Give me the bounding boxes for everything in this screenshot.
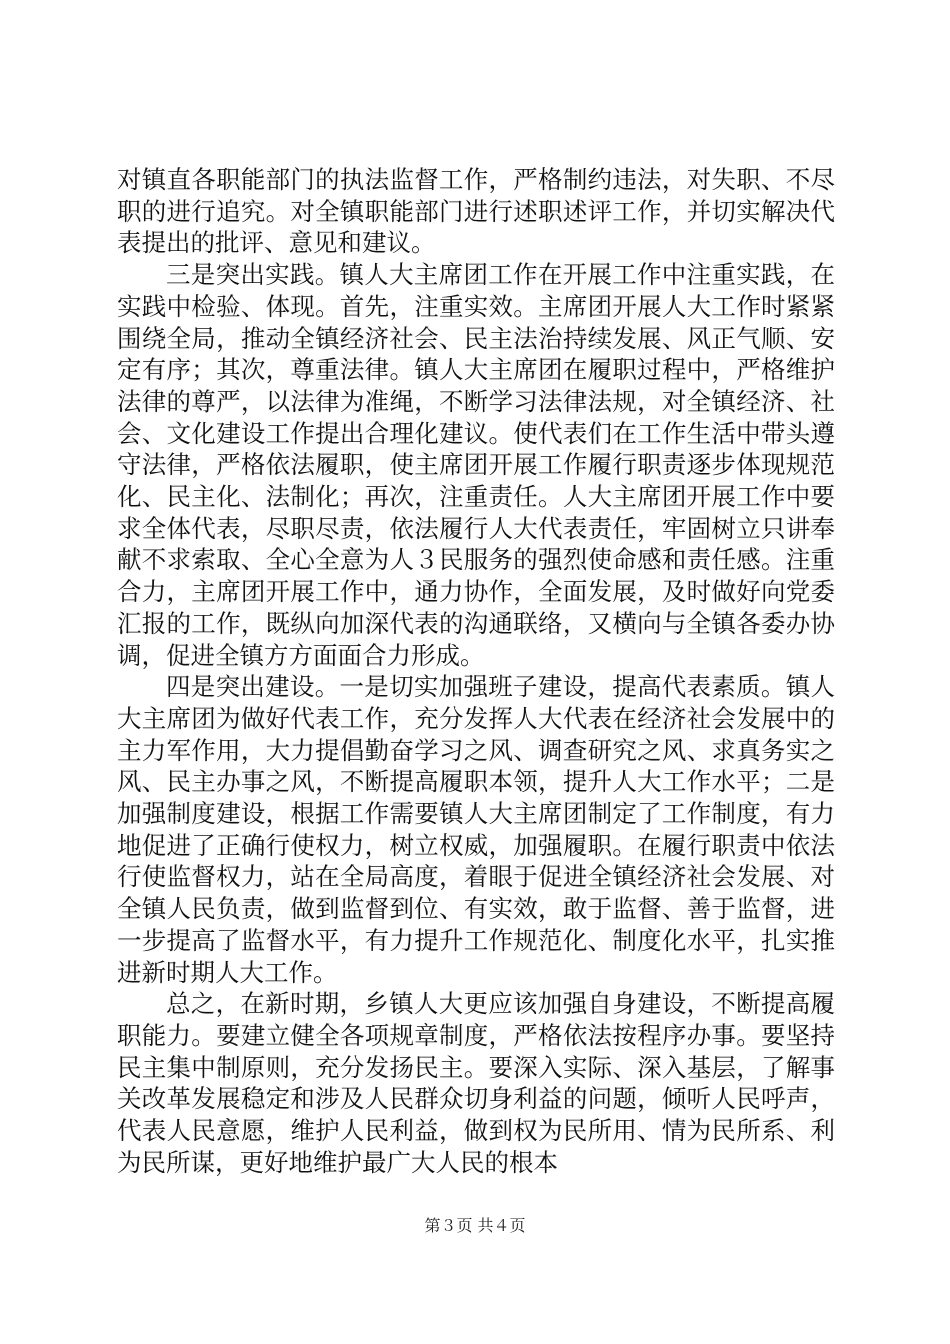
page-footer (0, 1216, 950, 1236)
paragraph-construction: 四是突出建设。一是切实加强班子建设，提高代表素质。镇人大主席团为做好代表工作，充分发挥人大代表在经济社会发展中的主力军作用，大力提倡勤奋学习之风、调查研究之风、求真务实之风、民主办事之风，不断提高履职本领，提升人大工作水平；二是加强制度建设，根据工作需要镇人大主席团制定了工作制度，有力地促进了正确行使权力，树立权威，加强履职。在履行职责中依法行使监督权力，站在全局高度，着眼于促进全镇经济社会发展、对全镇人民负责，做到监督到位、有实效，敢于监督、善于监督，进一步提高了监督水平，有力提升工作规范化、制度化水平，扎实推进新时期人大工作。 (117, 672, 835, 987)
page-number-label: 第３页 共４页 (424, 1216, 526, 1235)
paragraph-conclusion: 总之，在新时期，乡镇人大更应该加强自身建设，不断提高履职能力。要建立健全各项规章制度，严格依法按程序办事。要坚持民主集中制原则，充分发扬民主。要深入实际、深入基层，了解事关改革发展稳定和涉及人民群众切身利益的问题，倾听人民呼声，代表人民意愿，维护人民利益，做到权为民所用、情为民所系、利为民所谋，更好地维护最广大人民的根本 (117, 989, 835, 1177)
paragraph-practice: 三是突出实践。镇人大主席团工作在开展工作中注重实践，在实践中检验、体现。首先，注重实效。主席团开展人大工作时紧紧围绕全局，推动全镇经济社会、民主法治持续发展、风正气顺、安定有序；其次，尊重法律。镇人大主席团在履职过程中，严格维护法律的尊严，以法律为准绳，不断学习法律法规，对全镇经济、社会、文化建设工作提出合理化建议。使代表们在工作生活中带头遵守法律，严格依法履职，使主席团开展工作履行职责逐步体现规范化、民主化、法制化；再次，注重责任。人大主席团开展工作中要求全体代表，尽职尽责，依法履行人大代表责任，牢固树立只讲奉献不求索取、全心全意为人３民服务的强烈使命感和责任感。注重合力，主席团开展工作中，通力协作，全面发展，及时做好向党委汇报的工作，既纵向加深代表的沟通联络，又横向与全镇各委办协调，促进全镇方方面面合力形成。 (117, 260, 835, 670)
paragraph-supervision: 对镇直各职能部门的执法监督工作，严格制约违法，对失职、不尽职的进行追究。对全镇职能部门进行述职述评工作，并切实解决代表提出的批评、意见和建议。 (117, 165, 835, 258)
document-body (117, 164, 835, 1179)
